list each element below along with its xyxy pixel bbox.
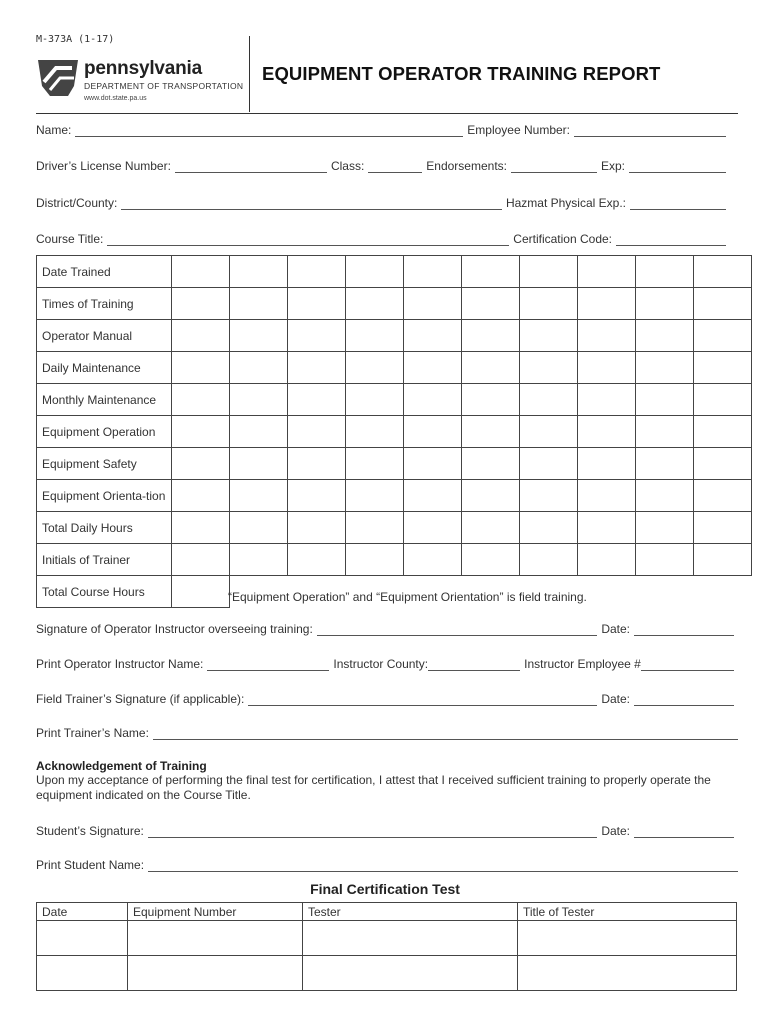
training-cell[interactable] — [520, 448, 578, 480]
department-name: DEPARTMENT OF TRANSPORTATION — [84, 81, 244, 91]
district-county-label: District/County: — [36, 196, 118, 210]
district-county-field[interactable] — [121, 197, 502, 210]
training-cell[interactable] — [636, 320, 694, 352]
drivers-license-label: Driver’s License Number: — [36, 159, 171, 173]
instructor-date-field[interactable] — [634, 623, 734, 636]
training-cell[interactable] — [230, 480, 288, 512]
instructor-employee-field[interactable] — [641, 658, 734, 671]
training-cell[interactable] — [346, 416, 404, 448]
training-cell[interactable] — [346, 448, 404, 480]
training-cell[interactable] — [404, 384, 462, 416]
training-cell[interactable] — [462, 544, 520, 576]
print-instructor-name-label: Print Operator Instructor Name: — [36, 657, 204, 671]
employee-number-label: Employee Number: — [467, 123, 570, 137]
training-cell[interactable] — [288, 544, 346, 576]
print-instructor-name-field[interactable] — [207, 658, 329, 671]
print-student-name-field[interactable] — [148, 859, 738, 872]
final-col-tester: Tester — [303, 903, 518, 921]
training-cell[interactable] — [520, 480, 578, 512]
student-name-row — [36, 854, 738, 872]
training-row-label: Total Daily Hours — [37, 512, 172, 544]
instructor-employee-label: Instructor Employee # — [524, 657, 641, 671]
training-cell[interactable] — [172, 288, 230, 320]
final-cell[interactable] — [518, 921, 737, 956]
print-trainer-name-field[interactable] — [153, 727, 738, 740]
instructor-name-row — [36, 653, 738, 671]
training-cell[interactable] — [462, 320, 520, 352]
training-cell[interactable] — [346, 256, 404, 288]
brand-name: pennsylvania — [84, 58, 202, 79]
training-cell[interactable] — [462, 480, 520, 512]
training-cell[interactable] — [694, 544, 752, 576]
training-cell[interactable] — [230, 544, 288, 576]
training-cell[interactable] — [404, 288, 462, 320]
endorsements-field[interactable] — [511, 160, 597, 173]
table-row — [37, 320, 752, 352]
license-row — [36, 155, 730, 173]
website: www.dot.state.pa.us — [84, 95, 147, 102]
field-trainer-date-label: Date: — [601, 692, 630, 706]
table-row — [37, 416, 752, 448]
training-cell[interactable] — [636, 288, 694, 320]
training-cell[interactable] — [462, 416, 520, 448]
header-rule — [36, 113, 738, 114]
table-row — [37, 448, 752, 480]
training-row-label: Total Course Hours — [37, 576, 172, 608]
name-row — [36, 119, 730, 137]
table-row — [37, 956, 737, 991]
class-field[interactable] — [368, 160, 422, 173]
training-cell[interactable] — [462, 448, 520, 480]
training-cell[interactable] — [288, 288, 346, 320]
training-row-label: Equipment Orienta-tion — [37, 480, 172, 512]
training-cell[interactable] — [172, 384, 230, 416]
training-cell[interactable] — [520, 512, 578, 544]
final-col-equipment-number: Equipment Number — [128, 903, 303, 921]
training-cell[interactable] — [288, 320, 346, 352]
training-cell[interactable] — [694, 512, 752, 544]
instructor-county-field[interactable] — [428, 658, 520, 671]
training-cell[interactable] — [520, 384, 578, 416]
training-row-label: Initials of Trainer — [37, 544, 172, 576]
training-cell[interactable] — [172, 512, 230, 544]
training-cell[interactable] — [346, 288, 404, 320]
training-cell[interactable] — [404, 320, 462, 352]
final-col-date: Date — [37, 903, 128, 921]
training-cell[interactable] — [230, 352, 288, 384]
training-cell[interactable] — [694, 256, 752, 288]
training-row-label: Equipment Safety — [37, 448, 172, 480]
training-cell[interactable] — [462, 512, 520, 544]
student-signature-label: Student’s Signature: — [36, 824, 144, 838]
training-cell[interactable] — [520, 352, 578, 384]
training-cell[interactable] — [578, 448, 636, 480]
training-row-label: Date Trained — [37, 256, 172, 288]
training-cell[interactable] — [578, 288, 636, 320]
final-cell[interactable] — [303, 921, 518, 956]
training-cell[interactable] — [694, 480, 752, 512]
training-cell[interactable] — [172, 352, 230, 384]
field-trainer-signature-label: Field Trainer’s Signature (if applicable): — [36, 692, 245, 706]
training-cell[interactable] — [694, 320, 752, 352]
training-cell[interactable] — [172, 480, 230, 512]
training-cell[interactable] — [230, 256, 288, 288]
trainer-name-row — [36, 722, 738, 740]
training-cell[interactable] — [520, 288, 578, 320]
training-cell[interactable] — [288, 352, 346, 384]
training-cell[interactable] — [462, 256, 520, 288]
training-cell[interactable] — [346, 352, 404, 384]
course-title-field[interactable] — [107, 233, 509, 246]
name-field[interactable] — [75, 124, 463, 137]
training-cell[interactable] — [694, 352, 752, 384]
training-cell[interactable] — [172, 416, 230, 448]
training-row-label: Monthly Maintenance — [37, 384, 172, 416]
table-row — [37, 352, 752, 384]
training-cell[interactable] — [288, 416, 346, 448]
print-trainer-name-label: Print Trainer’s Name: — [36, 726, 149, 740]
training-cell[interactable] — [636, 256, 694, 288]
final-cell[interactable] — [37, 956, 128, 991]
instructor-county-label: Instructor County: — [333, 657, 429, 671]
training-cell[interactable] — [230, 320, 288, 352]
final-cell[interactable] — [128, 956, 303, 991]
training-cell[interactable] — [636, 384, 694, 416]
student-date-field[interactable] — [634, 825, 734, 838]
final-cell[interactable] — [128, 921, 303, 956]
page-title: EQUIPMENT OPERATOR TRAINING REPORT — [262, 63, 661, 84]
training-cell[interactable] — [578, 544, 636, 576]
certification-code-field[interactable] — [616, 233, 726, 246]
field-trainer-date-field[interactable] — [634, 693, 734, 706]
training-cell[interactable] — [404, 416, 462, 448]
training-cell[interactable] — [288, 512, 346, 544]
training-cell[interactable] — [636, 544, 694, 576]
endorsements-label: Endorsements: — [426, 159, 507, 173]
training-cell[interactable] — [636, 480, 694, 512]
training-cell[interactable] — [462, 288, 520, 320]
training-cell[interactable] — [694, 288, 752, 320]
training-cell[interactable] — [172, 256, 230, 288]
training-cell[interactable] — [520, 320, 578, 352]
training-cell[interactable] — [520, 256, 578, 288]
training-cell[interactable] — [172, 320, 230, 352]
instructor-signature-field[interactable] — [317, 623, 597, 636]
hazmat-label: Hazmat Physical Exp.: — [505, 196, 626, 210]
training-cell[interactable] — [404, 512, 462, 544]
table-row — [37, 544, 752, 576]
training-cell[interactable] — [404, 352, 462, 384]
instructor-signature-label: Signature of Operator Instructor overseeing training: — [36, 622, 313, 636]
course-row — [36, 228, 730, 246]
training-cell[interactable] — [578, 384, 636, 416]
table-row — [37, 384, 752, 416]
exp-field[interactable] — [629, 160, 726, 173]
training-cell[interactable] — [346, 512, 404, 544]
training-cell[interactable] — [288, 480, 346, 512]
final-col-title-of-tester: Title of Tester — [518, 903, 737, 921]
acknowledgement-heading: Acknowledgement of Training — [36, 759, 207, 773]
training-cell[interactable] — [636, 352, 694, 384]
final-test-title: Final Certification Test — [310, 881, 460, 897]
training-cell[interactable] — [636, 512, 694, 544]
training-cell[interactable] — [172, 448, 230, 480]
student-date-label: Date: — [601, 824, 630, 838]
training-row-label: Times of Training — [37, 288, 172, 320]
table-row — [37, 288, 752, 320]
training-cell[interactable] — [578, 512, 636, 544]
training-cell[interactable] — [694, 448, 752, 480]
training-cell[interactable] — [172, 544, 230, 576]
table-row — [37, 921, 737, 956]
hazmat-field[interactable] — [630, 197, 726, 210]
training-row-label: Daily Maintenance — [37, 352, 172, 384]
student-signature-field[interactable] — [148, 825, 597, 838]
training-cell[interactable] — [578, 320, 636, 352]
training-cell[interactable] — [230, 384, 288, 416]
training-cell[interactable] — [462, 352, 520, 384]
training-row-label: Equipment Operation — [37, 416, 172, 448]
training-cell[interactable] — [462, 384, 520, 416]
training-cell[interactable] — [288, 384, 346, 416]
student-sig-row — [36, 820, 738, 838]
training-cell[interactable] — [578, 416, 636, 448]
form-number: M-373A (1-17) — [36, 34, 115, 45]
final-test-table — [36, 902, 737, 991]
training-row-label: Operator Manual — [37, 320, 172, 352]
training-cell[interactable] — [694, 384, 752, 416]
training-cell[interactable] — [404, 448, 462, 480]
district-row — [36, 192, 730, 210]
header-divider — [249, 36, 250, 112]
training-cell[interactable] — [578, 352, 636, 384]
training-table — [36, 255, 752, 608]
field-trainer-signature-field[interactable] — [248, 693, 597, 706]
training-cell[interactable] — [288, 448, 346, 480]
instructor-sig-row — [36, 618, 738, 636]
training-cell[interactable] — [346, 480, 404, 512]
training-cell[interactable] — [346, 384, 404, 416]
training-cell[interactable] — [230, 448, 288, 480]
keystone-logo-icon — [36, 56, 80, 100]
employee-number-field[interactable] — [574, 124, 726, 137]
training-cell[interactable] — [636, 448, 694, 480]
training-cell[interactable] — [288, 256, 346, 288]
training-cell[interactable] — [578, 480, 636, 512]
training-cell[interactable] — [172, 576, 230, 608]
instructor-date-label: Date: — [601, 622, 630, 636]
training-cell[interactable] — [230, 512, 288, 544]
table-row — [37, 480, 752, 512]
acknowledgement-text: Upon my acceptance of performing the final test for certification, I attest that I received sufficient training to properly operate the equipment indicated on the Course Title. — [36, 773, 711, 802]
exp-label: Exp: — [601, 159, 626, 173]
name-label: Name: — [36, 123, 72, 137]
print-student-name-label: Print Student Name: — [36, 858, 145, 872]
training-cell[interactable] — [694, 416, 752, 448]
training-cell[interactable] — [578, 256, 636, 288]
final-cell[interactable] — [37, 921, 128, 956]
final-cell[interactable] — [303, 956, 518, 991]
training-cell[interactable] — [346, 544, 404, 576]
training-cell[interactable] — [346, 320, 404, 352]
training-cell[interactable] — [404, 480, 462, 512]
training-cell[interactable] — [404, 544, 462, 576]
final-cell[interactable] — [518, 956, 737, 991]
course-title-label: Course Title: — [36, 232, 104, 246]
training-cell[interactable] — [636, 416, 694, 448]
training-cell[interactable] — [230, 288, 288, 320]
field-training-note: “Equipment Operation” and “Equipment Orientation” is field training. — [228, 590, 587, 604]
training-cell[interactable] — [520, 416, 578, 448]
table-row — [37, 256, 752, 288]
table-row — [37, 512, 752, 544]
training-cell[interactable] — [404, 256, 462, 288]
drivers-license-field[interactable] — [175, 160, 327, 173]
training-cell[interactable] — [230, 416, 288, 448]
class-label: Class: — [330, 159, 365, 173]
certification-code-label: Certification Code: — [513, 232, 612, 246]
field-trainer-row — [36, 688, 738, 706]
training-cell[interactable] — [520, 544, 578, 576]
